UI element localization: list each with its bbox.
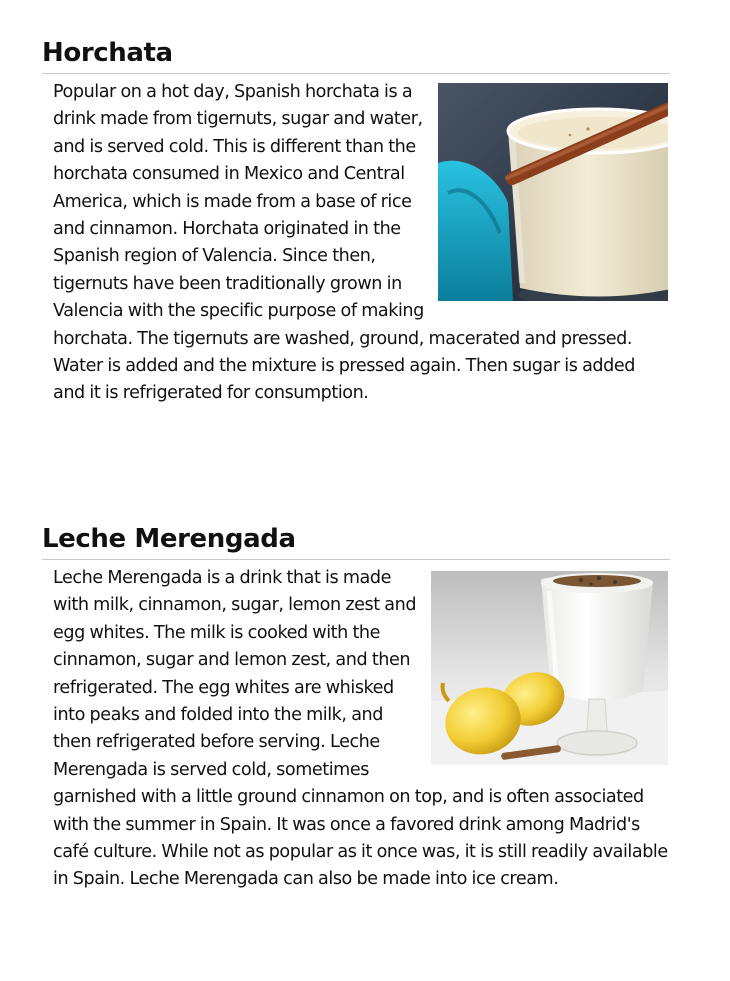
title-divider — [42, 559, 670, 560]
section-leche-merengada — [42, 522, 670, 894]
horchata-photo — [438, 83, 668, 301]
horchata-glass-icon — [438, 83, 668, 301]
horchata-paragraph: Popular on a hot day, Spanish horchata is a drink made from tigernuts, sugar and water, and is served cold. This is different than the horchata consumed in Mexico and Central America, which is made from a base of rice and cinnamon. Horchata originated in the Spanish region of Valencia. Since then, tigernuts have been traditionally grown in Valencia with the specific purpose of making horchata. The tigernuts are washed, ground, macerated and pressed. Water is added and the mixture is pressed again. Then sugar is added and it is refrigerated for consumption. — [53, 82, 635, 404]
section-horchata — [42, 36, 670, 408]
section-title-leche-merengada: Leche Merengada — [42, 524, 296, 554]
title-divider — [42, 73, 670, 74]
horchata-body — [53, 79, 670, 408]
leche-merengada-photo — [431, 571, 668, 765]
leche-merengada-body — [53, 565, 670, 894]
leche-merengada-paragraph: Leche Merengada is a drink that is made with milk, cinnamon, sugar, lemon zest and egg whites. The milk is cooked with the cinnamon, sugar and lemon zest, and then refrigerated. The egg whites are whisked into peaks and folded into the milk, and then refrigerated before serving. Leche Merengada is served cold, sometimes garnished with a little ground cinnamon on top, and is often associated with the summer in Spain. It was once a favored drink among Madrid's café culture. While not as popular as it once was, it is still readily available in Spain. Leche Merengada can also be made into ice cream. — [53, 568, 668, 890]
section-title-horchata: Horchata — [42, 38, 173, 68]
leche-merengada-glass-icon — [431, 571, 668, 765]
